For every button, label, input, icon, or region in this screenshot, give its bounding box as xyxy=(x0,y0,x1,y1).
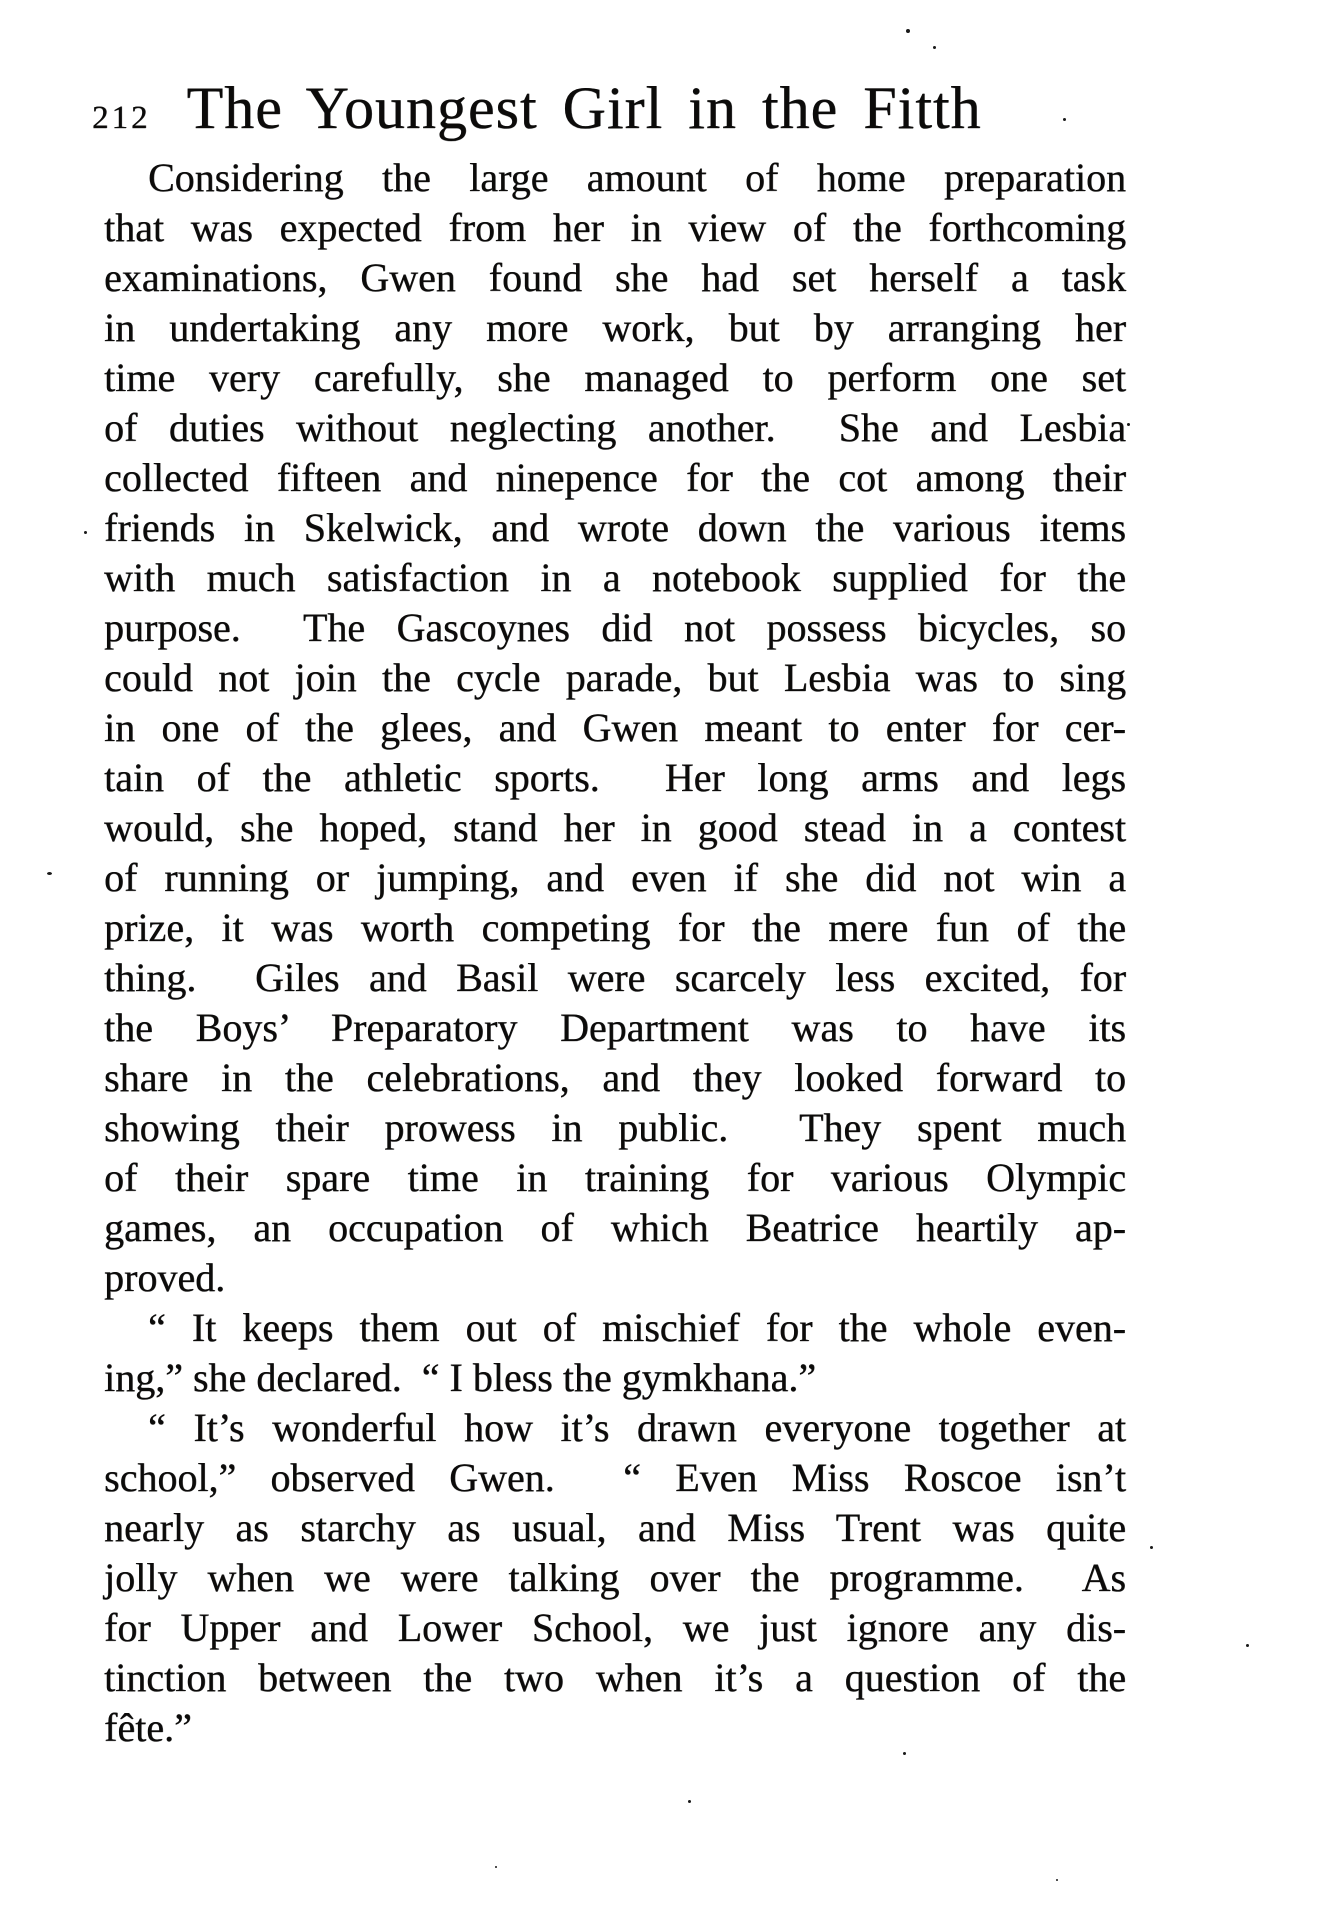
scan-speck xyxy=(903,1752,906,1755)
text-line: in one of the glees, and Gwen meant to enter for cer- xyxy=(104,705,1126,750)
text-line: examinations, Gwen found she had set herself a task xyxy=(104,255,1126,300)
scan-speck xyxy=(1246,1644,1249,1647)
paragraph xyxy=(104,153,1126,1303)
text-line: ing,” she declared. “ I bless the gymkhana.” xyxy=(104,1355,816,1400)
paragraph xyxy=(104,1403,1126,1753)
scan-speck xyxy=(1127,423,1130,426)
text-line: would, she hoped, stand her in good stead in a contest xyxy=(104,805,1126,850)
scan-speck xyxy=(906,29,910,33)
text-line: school,” observed Gwen. “ Even Miss Roscoe isn’t xyxy=(104,1455,1126,1500)
text-line: Considering the large amount of home preparation xyxy=(148,155,1126,200)
text-line: fête.” xyxy=(104,1705,192,1750)
text-line: nearly as starchy as usual, and Miss Trent was quite xyxy=(104,1505,1126,1550)
text-line: collected fifteen and ninepence for the cot among their xyxy=(104,455,1126,500)
text-line: showing their prowess in public. They spent much xyxy=(104,1105,1126,1150)
text-line: “ It keeps them out of mischief for the whole even- xyxy=(148,1305,1126,1350)
text-line: friends in Skelwick, and wrote down the various items xyxy=(104,505,1126,550)
text-line: that was expected from her in view of the forthcoming xyxy=(104,205,1126,250)
text-line: share in the celebrations, and they looked forward to xyxy=(104,1055,1126,1100)
text-line: purpose. The Gascoynes did not possess bicycles, so xyxy=(104,605,1126,650)
text-line: jolly when we were talking over the programme. As xyxy=(104,1555,1126,1600)
scan-speck xyxy=(84,531,87,534)
text-line: time very carefully, she managed to perform one set xyxy=(104,355,1126,400)
text-line: games, an occupation of which Beatrice heartily ap- xyxy=(104,1205,1126,1250)
text-line: in undertaking any more work, but by arranging her xyxy=(104,305,1126,350)
running-title: The Youngest Girl in the Fitth xyxy=(186,75,982,141)
scan-speck xyxy=(1150,1546,1153,1549)
text-line: the Boys’ Preparatory Department was to have its xyxy=(104,1005,1126,1050)
text-line: with much satisfaction in a notebook supplied for the xyxy=(104,555,1126,600)
text-line: thing. Giles and Basil were scarcely less excited, for xyxy=(104,955,1126,1000)
page-header xyxy=(92,74,982,143)
scan-speck xyxy=(1063,118,1066,121)
scan-speck xyxy=(933,46,936,49)
scan-speck xyxy=(47,872,52,875)
text-line: “ It’s wonderful how it’s drawn everyone together at xyxy=(148,1405,1126,1450)
paragraph xyxy=(104,1303,1126,1403)
scan-speck xyxy=(688,1800,691,1803)
text-line: tinction between the two when it’s a question of the xyxy=(104,1655,1126,1700)
text-line: of their spare time in training for various Olympic xyxy=(104,1155,1126,1200)
text-line: for Upper and Lower School, we just ignore any dis- xyxy=(104,1605,1126,1650)
page-number: 212 xyxy=(92,100,151,136)
text-line: could not join the cycle parade, but Lesbia was to sing xyxy=(104,655,1126,700)
scan-speck xyxy=(1056,1879,1058,1881)
text-block xyxy=(104,153,1126,1753)
text-line: of running or jumping, and even if she did not win a xyxy=(104,855,1126,900)
scan-speck xyxy=(495,1866,497,1868)
text-line: prize, it was worth competing for the mere fun of the xyxy=(104,905,1126,950)
text-line: proved. xyxy=(104,1255,226,1300)
text-line: of duties without neglecting another. She and Lesbia xyxy=(104,405,1126,450)
text-line: tain of the athletic sports. Her long arms and legs xyxy=(104,755,1126,800)
